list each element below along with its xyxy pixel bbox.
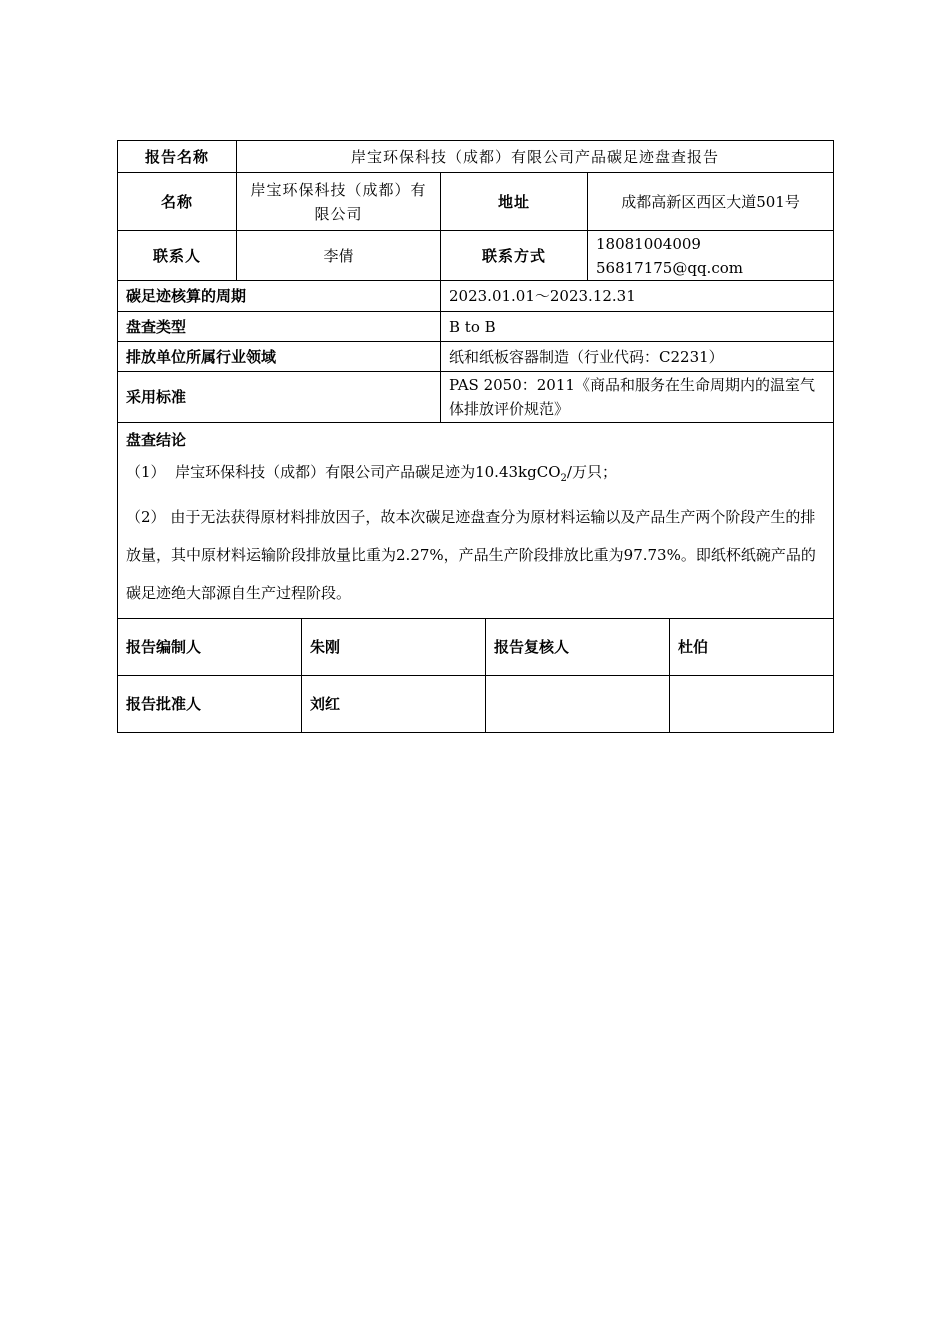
conclusion-item-2 <box>126 498 825 612</box>
empty-cell-2 <box>670 676 834 733</box>
address-label: 地址 <box>441 173 588 231</box>
period-label: 碳足迹核算的周期 <box>118 281 441 312</box>
report-name-row <box>118 141 834 173</box>
period-value: 2023.01.01～2023.12.31 <box>441 281 834 312</box>
item1-prefix: （1） <box>126 463 166 481</box>
industry-label: 排放单位所属行业领域 <box>118 342 441 372</box>
reviewed-by-label: 报告复核人 <box>486 619 670 676</box>
period-row <box>118 281 834 312</box>
conclusion-title: 盘查结论 <box>126 431 187 449</box>
conclusion-item-1 <box>126 453 825 498</box>
signature-table <box>117 618 834 733</box>
conclusion-row <box>118 423 834 619</box>
contact-value: 李倩 <box>237 231 441 281</box>
prepared-by-value: 朱刚 <box>302 619 486 676</box>
type-row <box>118 312 834 342</box>
conclusion-cell <box>118 423 834 619</box>
prepared-by-label: 报告编制人 <box>118 619 302 676</box>
item1-subscript: 2 <box>560 473 567 484</box>
industry-value: 纸和纸板容器制造（行业代码：C2231） <box>441 342 834 372</box>
company-label: 名称 <box>118 173 237 231</box>
address-value: 成都高新区西区大道501号 <box>588 173 834 231</box>
approved-by-value: 刘红 <box>302 676 486 733</box>
contact-method-value <box>588 231 834 281</box>
type-value: B to B <box>441 312 834 342</box>
report-name-label: 报告名称 <box>118 141 237 173</box>
empty-cell-1 <box>486 676 670 733</box>
industry-row <box>118 342 834 372</box>
contact-row <box>118 231 834 281</box>
phone-number: 18081004009 <box>596 234 701 253</box>
standard-value: PAS 2050：2011《商品和服务在生命周期内的温室气体排放评价规范》 <box>441 372 834 423</box>
company-value: 岸宝环保科技（成都）有限公司 <box>237 173 441 231</box>
contact-label: 联系人 <box>118 231 237 281</box>
report-info-table <box>117 140 834 619</box>
reviewed-by-value: 杜伯 <box>670 619 834 676</box>
company-row <box>118 173 834 231</box>
approved-by-label: 报告批准人 <box>118 676 302 733</box>
standard-row <box>118 372 834 423</box>
type-label: 盘查类型 <box>118 312 441 342</box>
report-name-value: 岸宝环保科技（成都）有限公司产品碳足迹盘查报告 <box>237 141 834 173</box>
item2-prefix: （2） <box>126 508 166 526</box>
report-summary-sheet <box>117 140 833 733</box>
item1-text: 岸宝环保科技（成都）有限公司产品碳足迹为10.43kgCO <box>175 463 561 481</box>
contact-method-label: 联系方式 <box>441 231 588 281</box>
standard-label: 采用标准 <box>118 372 441 423</box>
item2-text: 由于无法获得原材料排放因子，故本次碳足迹盘查分为原材料运输以及产品生产两个阶段产生的排放量，其中原材料运输阶段排放量比重为2.27%，产品生产阶段排放比重为97.73%。即纸杯纸碗产品的碳足迹绝大部源自生产过程阶段。 <box>126 508 816 602</box>
item1-suffix: /万只； <box>566 463 617 481</box>
signature-row-2 <box>118 676 834 733</box>
email-address: 56817175@qq.com <box>596 258 743 277</box>
signature-row-1 <box>118 619 834 676</box>
